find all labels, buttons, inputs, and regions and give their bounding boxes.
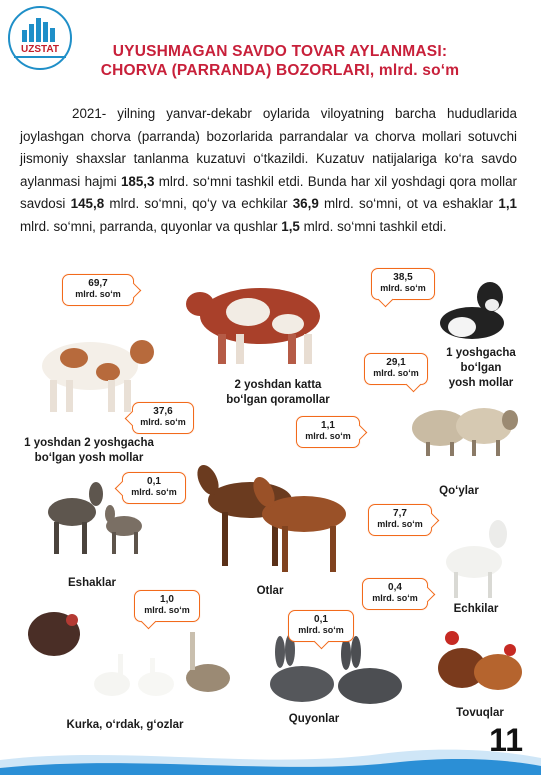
cattle-mid-caption: 1 yoshdan 2 yoshgacha bo‘lgan yosh mollar	[24, 437, 154, 464]
donkeys-value-bubble: 0,1 mlrd. so‘m	[122, 472, 186, 504]
sheep-value-bubble: 29,1 mlrd. so‘m	[364, 353, 428, 385]
chickens-caption: Tovuqlar	[456, 707, 504, 719]
title-line-1: UYUSHMAGAN SAVDO TOVAR AYLANMASI:	[112, 43, 448, 60]
building-bars-icon	[20, 16, 60, 42]
goat-illustration	[440, 514, 516, 600]
horses-caption: Otlar	[256, 585, 284, 597]
calf-illustration	[432, 275, 512, 345]
horse-donkey-value: 1,1	[498, 196, 517, 212]
horses-value-bubble: 1,1 mlrd. so‘m	[296, 416, 360, 448]
rabbits-illustration	[262, 634, 410, 712]
sheep-illustration	[406, 398, 518, 458]
total-value: 185,3	[120, 173, 155, 189]
donkeys-caption: Eshaklar	[68, 577, 116, 589]
page-number: 11	[489, 722, 523, 758]
bottom-wave-decoration	[0, 740, 541, 775]
geese-ducks-illustration	[90, 628, 240, 708]
cattle-old-caption: 2 yoshdan katta bo‘lgan qoramollar	[226, 379, 330, 406]
title-line-2: CHORVA (PARRANDA) BOZORLARI, mlrd. so‘m	[100, 62, 460, 79]
rabbits-caption: Quyonlar	[288, 713, 340, 725]
cattle-old-value-bubble: 69,7 mlrd. so‘m	[62, 274, 134, 306]
rabbits-value-bubble: 0,1 mlrd. so‘m	[288, 610, 354, 642]
logo-text: UZSTAT	[21, 44, 59, 55]
cattle-mid-value-bubble: 37,6 mlrd. so‘m	[132, 402, 194, 434]
poultry-value-bubble: 1,0 mlrd. so‘m	[134, 590, 200, 622]
poultry-value: 1,5	[281, 218, 300, 234]
intro-paragraph: 2021- yilning yanvar-dekabr oylarida viloyatning barcha hududlarida joylashgan chorva (parranda) bozorlarida parrandalar va chorva mollari sotuvchi jismoniy shaxslar tanlanma kuzatuvi o‘tkazildi. Kuzatuv natijalariga ko‘ra savdo aylanmasi hajmi 185,3 mlrd. so‘mni tashkil etdi. Bunda har xil yoshdagi qora mollar savdosi 145,8 mlrd. so‘mni, qo‘y va echkilar 36,9 mlrd. so‘mni, ot va eshaklar 1,1 mlrd. so‘mni, parranda, quyonlar va qushlar 1,5 mlrd. so‘mni tashkil etdi.	[20, 106, 517, 234]
goats-value-bubble: 7,7 mlrd. so‘m	[368, 504, 432, 536]
turkey-illustration	[24, 604, 88, 664]
uzstat-logo	[8, 6, 72, 70]
poultry-caption: Kurka, o‘rdak, g‘ozlar	[66, 719, 184, 731]
page-title	[70, 42, 490, 80]
chickens-illustration	[432, 624, 526, 702]
horses-illustration	[192, 456, 370, 576]
sheep-caption: Qo‘ylar	[439, 485, 479, 497]
cattle-value: 145,8	[70, 196, 105, 212]
calf-caption: 1 yoshgacha bo‘lgan yosh mollar	[446, 347, 516, 389]
sheep-goat-value: 36,9	[292, 196, 319, 212]
bull-illustration	[178, 268, 348, 368]
chickens-value-bubble: 0,4 mlrd. so‘m	[362, 578, 428, 610]
goats-caption: Echkilar	[453, 603, 499, 615]
calf-value-bubble: 38,5 mlrd. so‘m	[371, 268, 435, 300]
